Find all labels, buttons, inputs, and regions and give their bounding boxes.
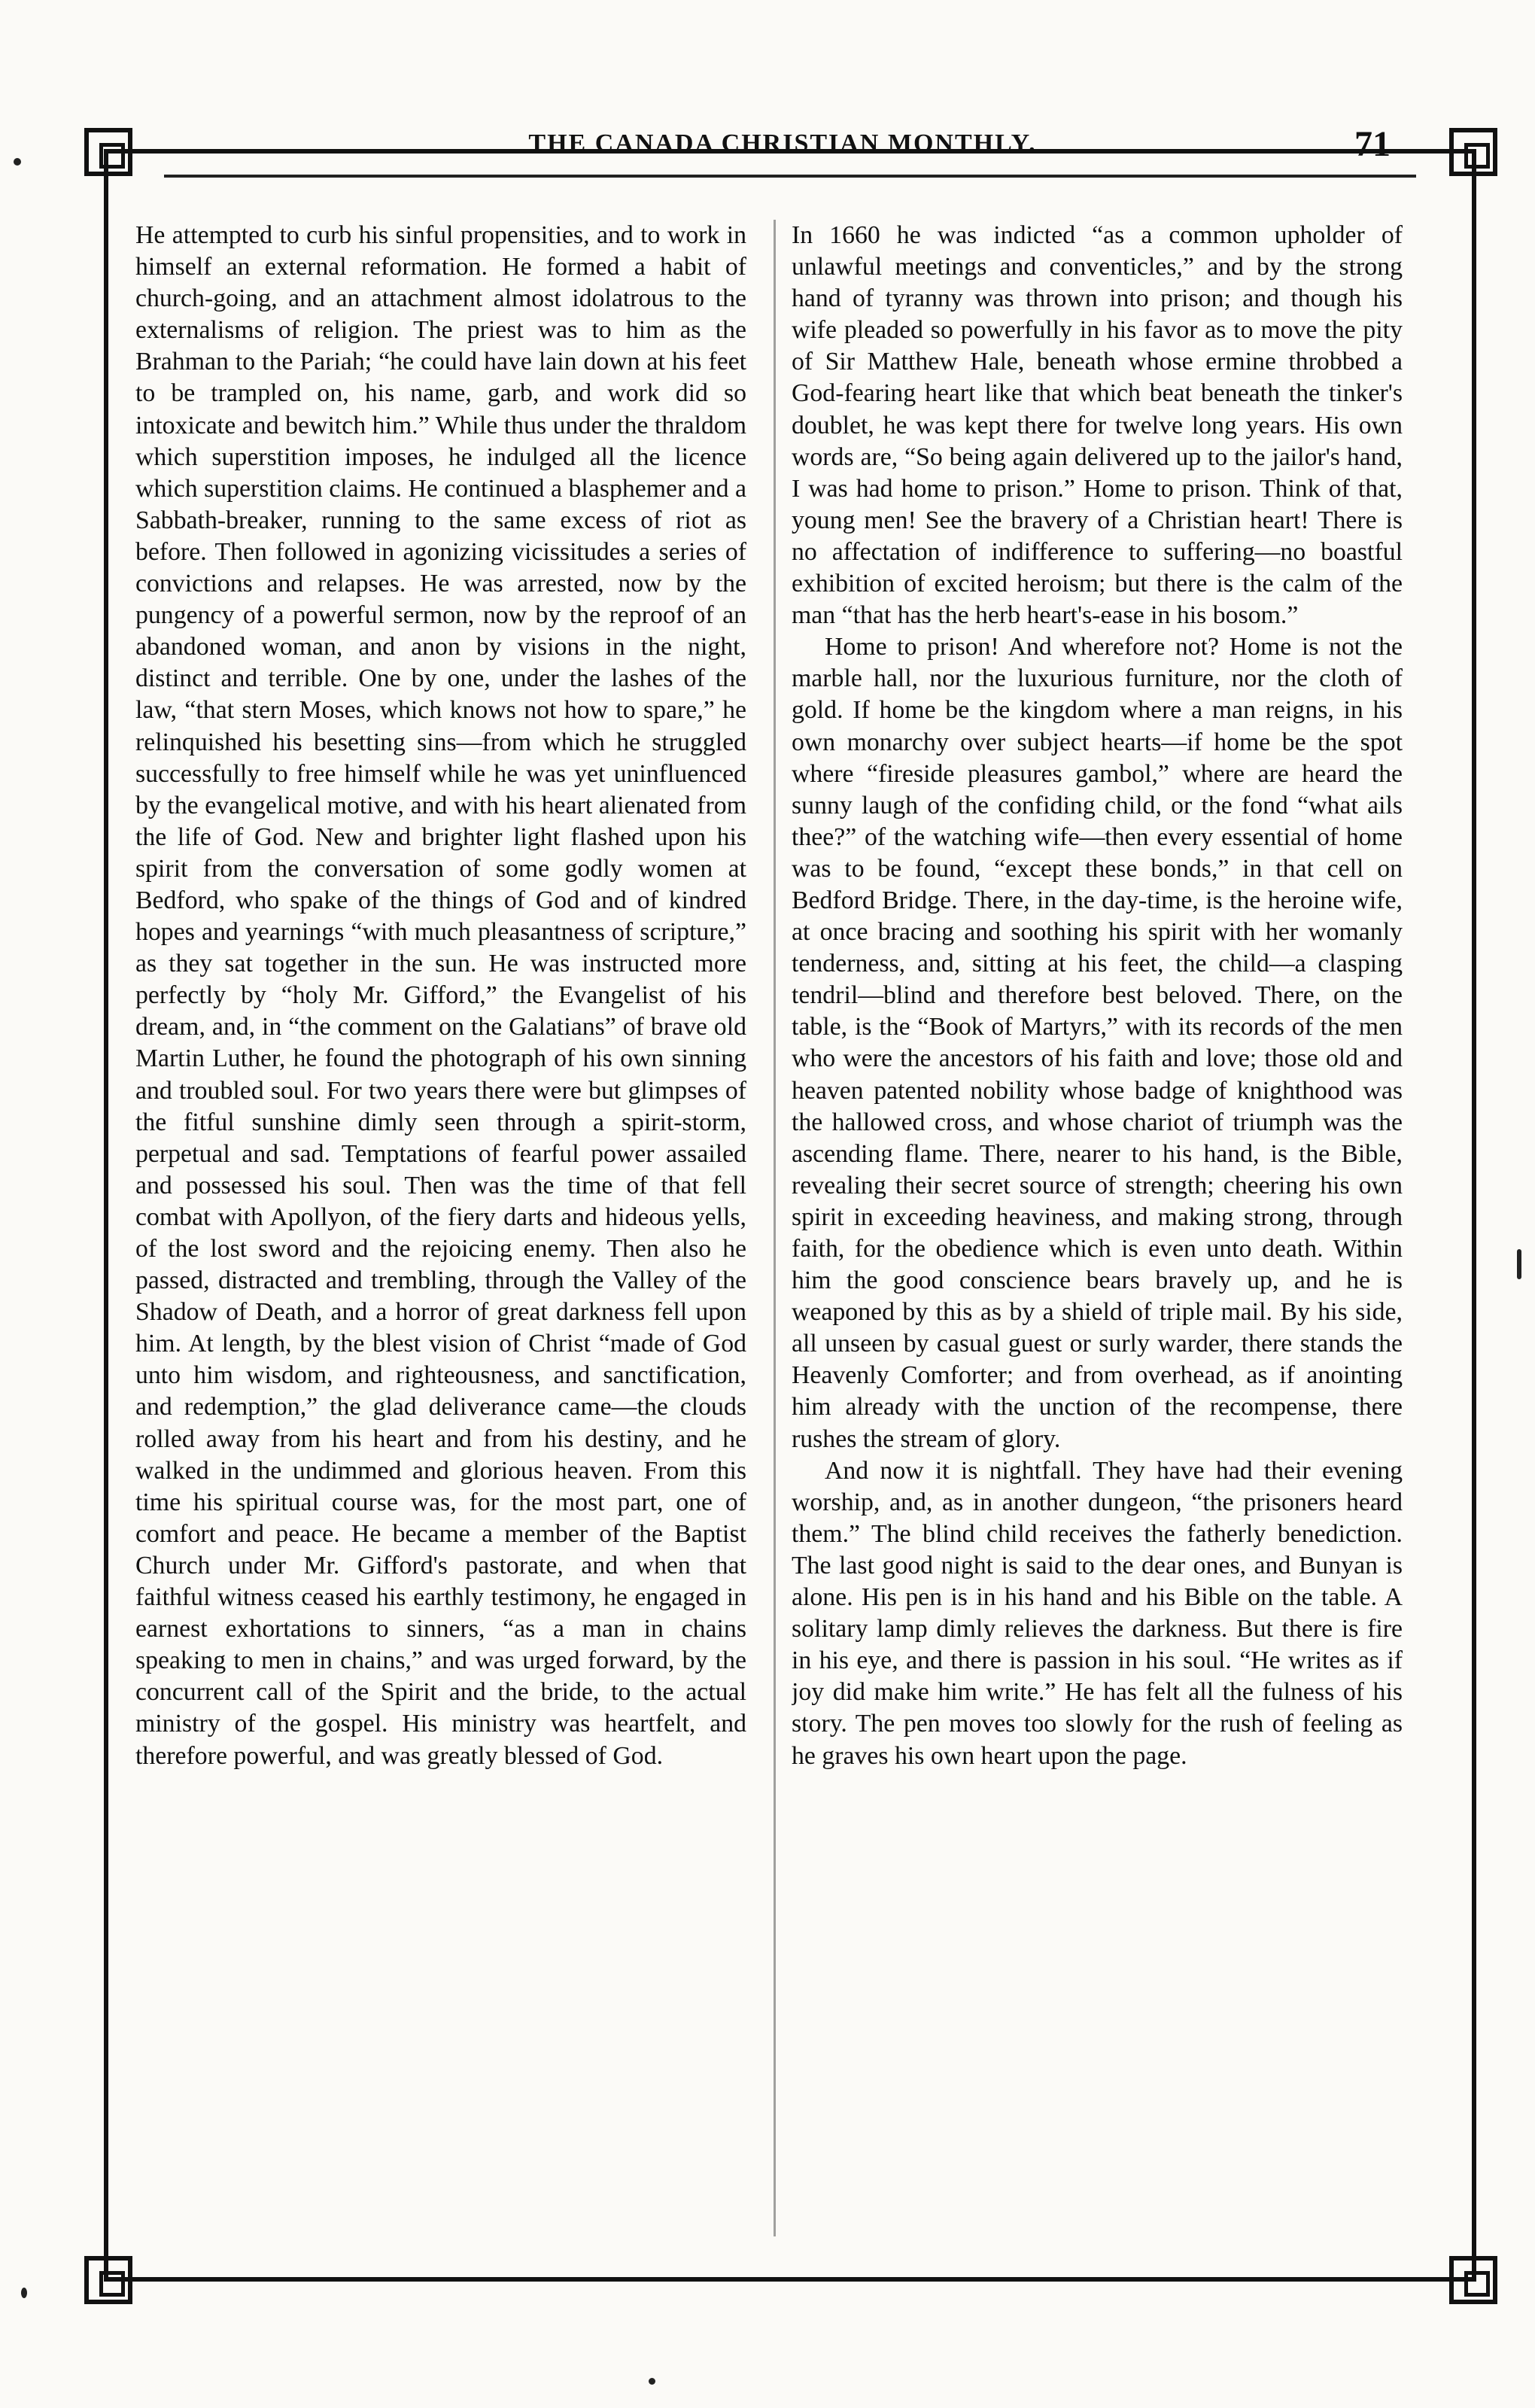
page-number: 71 <box>1354 124 1391 164</box>
corner-ornament-top-left <box>84 128 132 176</box>
paragraph: He attempted to curb his sinful propensities, and to work in himself an external reformation. He formed a habit of church-going, and an attachment almost idolatrous to the externalisms of religion. The priest was to him as the Brahman to the Pariah; “he could have lain down at his feet to be trampled on, his name, garb, and work did so intoxicate and bewitch him.” While thus under the thraldom which superstition imposes, he indulged all the licence which superstition claims. He continued a blasphemer and a Sabbath-breaker, running to the same excess of riot as before. Then followed in agonizing vicissitudes a series of convictions and relapses. He was arrested, now by the pungency of a powerful sermon, now by the reproof of an abandoned woman, and anon by visions in the night, distinct and terrible. One by one, under the lashes of the law, “that stern Moses, which knows not how to spare,” he relinquished his besetting sins—from which he struggled successfully to free himself while he was yet uninfluenced by the evangelical motive, and with his heart alienated from the life of God. New and brighter light flashed upon his spirit from the conversation of some godly women at Bedford, who spake of the things of God and of kindred hopes and yearnings “with much pleasantness of scripture,” as they sat together in the sun. He was instructed more perfectly by “holy Mr. Gifford,” the Evangelist of his dream, and, in “the comment on the Galatians” of brave old Martin Luther, he found the photograph of his own sinning and troubled soul. For two years there were but glimpses of the fitful sunshine dimly seen through a spirit-storm, perpetual and sad. Temptations of fearful power assailed and possessed his soul. Then was the time of that fell combat with Apollyon, of the fiery darts and hideous yells, of the lost sword and the rejoicing enemy. Then also he passed, distracted and trembling, through the Valley of the Shadow of Death, and a horror of great darkness fell upon him. At length, by the blest vision of Christ “made of God unto him wisdom, and righteousness, and sanctification, and redemption,” the glad deliverance came—the clouds rolled away from his heart and from his destiny, and he walked in the undimmed and glorious heaven. From this time his spiritual course was, for the most part, one of comfort and peace. He became a member of the Baptist Church under Mr. Gifford's pastorate, and when that faithful witness ceased his earthly testimony, he engaged in earnest exhortations to sinners, “as a man in chains speaking to men in chains,” and was urged forward, by the concurrent call of the Spirit and the bride, to the actual ministry of the gospel. His ministry was heartfelt, and therefore powerful, and was greatly blessed of God. <box>135 221 746 1770</box>
scan-speck <box>1517 1249 1521 1279</box>
corner-ornament-bottom-left <box>84 2256 132 2304</box>
corner-ornament-bottom-right <box>1449 2256 1497 2304</box>
text-column-left <box>135 220 746 2236</box>
scan-speck <box>21 2288 27 2298</box>
scan-speck <box>14 158 21 166</box>
page-border-bottom <box>105 2277 1475 2282</box>
paragraph: Home to prison! And wherefore not? Home is not the marble hall, nor the luxurious furniture, nor the cloth of gold. If home be the kingdom where a man reigns, in his own monarchy over subject hearts—if home be the spot where “fireside pleasures gambol,” where are heard the sunny laugh of the confiding child, or the fond “what ails thee?” of the watching wife—then every essential of home was to be found, “except these bonds,” in that cell on Bedford Bridge. There, in the day-time, is the heroine wife, at once bracing and soothing his spirit with her womanly tenderness, and, sitting at his feet, the child—a clasping tendril—blind and therefore best beloved. There, on the table, is the “Book of Martyrs,” with its records of the men who were the ancestors of his faith and love; those old and heaven patented nobility whose badge of knighthood was the hallowed cross, and whose chariot of triumph was the ascending flame. There, nearer to his hand, is the Bible, revealing their secret source of strength; cheering his own spirit in exceeding heaviness, and making strong, through faith, for the obedience which is even unto death. Within him the good conscience bears bravely up, and he is weaponed by this as by a shield of triple mail. By his side, all unseen by casual guest or surly warder, there stands the Heavenly Comforter; and from overhead, as if anointing him already with the unction of the recompense, there rushes the stream of glory. <box>792 633 1403 1453</box>
paragraph: In 1660 he was indicted “as a common upholder of unlawful meetings and conventicles,” and by the strong hand of tyranny was thrown into prison; and though his wife pleaded so powerfully in his favor as to move the pity of Sir Matthew Hale, beneath whose ermine throbbed a God-fearing heart like that which beat beneath the tinker's doublet, he was kept there for twelve long years. His own words are, “So being again delivered up to the jailor's hand, I was had home to prison.” Home to prison. Think of that, young men! See the bravery of a Christian heart! There is no affectation of indifference to suffering—no boastful exhibition of excited heroism; but there is the calm of the man “that has the herb heart's-ease in his bosom.” <box>792 221 1403 630</box>
column-divider <box>774 220 776 2236</box>
header-rule <box>164 175 1416 178</box>
page-border-right <box>1472 149 1476 2282</box>
running-title: THE CANADA CHRISTIAN MONTHLY. <box>528 129 1037 157</box>
page-border-left <box>104 149 108 2282</box>
paragraph: And now it is nightfall. They have had their evening worship, and, as in another dungeon, “the prisoners heard them.” The blind child receives the fatherly benediction. The last good night is said to the dear ones, and Bunyan is alone. His pen is in his hand and his Bible on the table. A solitary lamp dimly relieves the darkness. But there is fire in his eye, and there is passion in his soul. “He writes as if joy did make him write.” He has felt all the fulness of his story. The pen moves too slowly for the rush of feeling as he graves his own heart upon the page. <box>792 1456 1403 1770</box>
corner-ornament-top-right <box>1449 128 1497 176</box>
text-column-right <box>792 220 1403 2236</box>
scan-speck <box>649 2378 655 2385</box>
